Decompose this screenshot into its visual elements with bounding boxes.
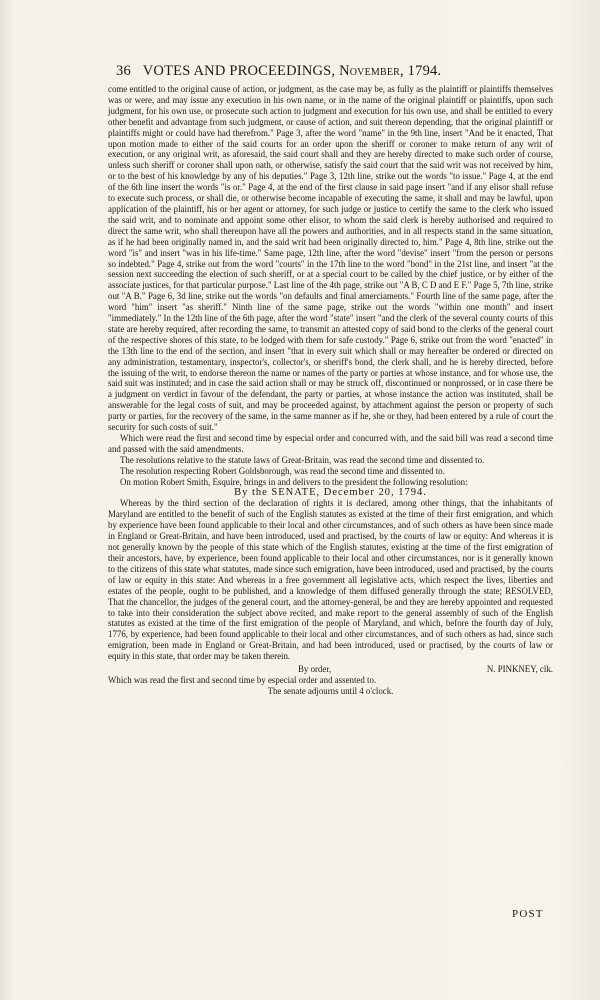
bill-passed-paragraph: Which were read the first and second time by especial order and concurred with, and the said bill was read a second time and passed with the said amendments. bbox=[108, 433, 553, 454]
signature-row bbox=[108, 664, 553, 675]
resolution-paragraph: Whereas by the third section of the declaration of rights it is declared, among other things, that the inhabitants of Maryland are entitled to the benefit of such of the English statutes as existed at the time of their first emigration, and which by experience have been found applicable to their local and other circumstances, and of such others as have been since made in England or Great-Britain, and have been introduced, used and practised, by the courts of law or equity: And whereas it is not generally known by the people of this state which of the English statutes, existing at the time of the first emigration of their ancestors, have, by experience, been found applicable to their local and other circumstances, nor is it generally known to the citizens of this state what statutes, made since such emigration, have been introduced, used and practised, by the courts of law or equity in this state: And whereas in a free government all legislative acts, which respect the lives, liberties and estates of the people, ought to be published, and a knowledge of them diffused generally through the state; RESOLVED, That the chancellor, the judges of the general court, and the attorney-general, be and they are hereby appointed and requested to take into their consideration the subject above recited, and make report to the general assembly of such of the English statutes as existed at the time of the first emigration of the people of Maryland, and which, before the fourth day of July, 1776, by experience, had been found applicable to their local and other circumstances, and of such others as had, since such emigration, been made in England or Great-Britain, and had been introduced, used or practised, by the courts of law or equity in this state, that order may be taken therein. bbox=[108, 498, 553, 662]
by-order-label: By order, bbox=[298, 664, 332, 675]
page-number: 36 bbox=[116, 63, 131, 79]
motion-paragraph: On motion Robert Smith, Esquire, brings in and delivers to the president the following resolution: bbox=[120, 476, 468, 487]
goldsborough-paragraph: The resolution respecting Robert Goldsborough, was read the second time and dissented to. bbox=[120, 465, 445, 476]
catchword: POST bbox=[512, 908, 544, 920]
adjourn-line: The senate adjourns until 4 o'clock. bbox=[267, 685, 394, 696]
senate-heading: By the SENATE, December 20, 1794. bbox=[234, 486, 427, 498]
running-title: VOTES AND PROCEEDINGS, November, 1794. bbox=[142, 63, 442, 79]
body-text bbox=[108, 84, 553, 697]
statute-resolutions-paragraph: The resolutions relative to the statute laws of Great-Britain, was read the second time and dissented to. bbox=[120, 454, 485, 465]
amendments-paragraph: come entitled to the original cause of action, or judgment, as the case may be, as fully as the plaintiff or plaintiffs themselves was or were, and may issue any execution in his own name, or in the name of the original plaintiff or plaintiffs, upon such judgment, for his own use, or prosecute such action to judgment and execution for his own use, and shall be entitled to every other benefit and advantage from such judgment, or cause of action, and suit thereon depending, that the original plaintiff or plaintiffs might or could have had therefrom." Page 3, after the word "name" in the 9th line, insert "And be it enacted, That upon motion made to either of the said courts for an order upon the sheriff or coroner to make return of any writ of execution, or any original writ, as aforesaid, the said court shall and they are hereby directed to make such order of course, unless such sheriff or coroner shall upon oath, or otherwise, satisfy the said court that the said writ was not received by him, or to the best of his knowledge by any of his deputies." Page 3, 12th line, strike out the words "to issue." Page 4, at the end of the 6th line insert the words "is or." Page 4, at the end of the first clause in said page insert "and if any elisor shall refuse to execute such process, or shall die, or otherwise become incapable of executing the same, it shall and may be lawful, upon application of the plaintiff, his or her agent or attorney, for such judge or justice to certify the same to the clerk who issued the said writ, and to nominate and appoint some other elisor, to whom the said clerk is hereby authorised and required to direct the same writ, who shall thereupon have all the powers and authorities, and in all respects stand in the same situation, as if he had been originally named in, and the said writ had been originally directed to, him." Page 4, 8th line, strike out the word "is" and insert "was in his life-time." Same page, 12th line, after the word "devise" insert "from the person or persons so indebted." Page 4, strike out from the word "courts" in the 17th line to the word "bond" in the 21st line, and insert "at the session next succeeding the election of such sheriff, or at a special court to be called by the chief justice, or by either of the associate justices, for that particular purpose." Last line of the 4th page, strike out "A B, C D and E F." Page 5, 7th line, strike out "A B." Page 6, 3d line, strike out the words "on defaults and final amerciaments." Fourth line of the same page, after the word "him" insert "as sheriff." Ninth line of the same page, strike out the words "within one month" and insert "immediately." In the 12th line of the 6th page, after the word "state" insert "and the clerk of the several county courts of this state are hereby required, after recording the same, to transmit an attested copy of said bond to the clerks of the general court of the respective shores of this state, to be lodged with them for safe custody." Page 6, strike out from the word "enacted" in the 13th line to the end of the section, and insert "that in every suit which shall or may hereafter be ordered or directed on any administration, testamentary, inspector's, collector's, or sheriff's bond, the clerk shall, and he is hereby directed, before the issuing of the writ, to endorse thereon the name or names of the party or parties at whose instance, and for whose use, the said suit was instituted; and in case the said action shall or may be struck off, discontinued or nonprossed, or in case there be a judgment on verdict in favour of the defendant, the party or parties, at whose instance the action was instituted, shall be answerable for the legal costs of suit, and may be proceeded against, by attachment against the person or property of such party or parties, for the recovery of the same, in the same manner as if he, she or they, had been entered by a rule of court the security for such costs of suit." bbox=[108, 84, 553, 433]
page-header bbox=[116, 63, 556, 80]
assent-paragraph: Which was read the first and second time by especial order and assented to. bbox=[108, 675, 377, 686]
clerk-signature: N. PINKNEY, clk. bbox=[486, 664, 553, 675]
